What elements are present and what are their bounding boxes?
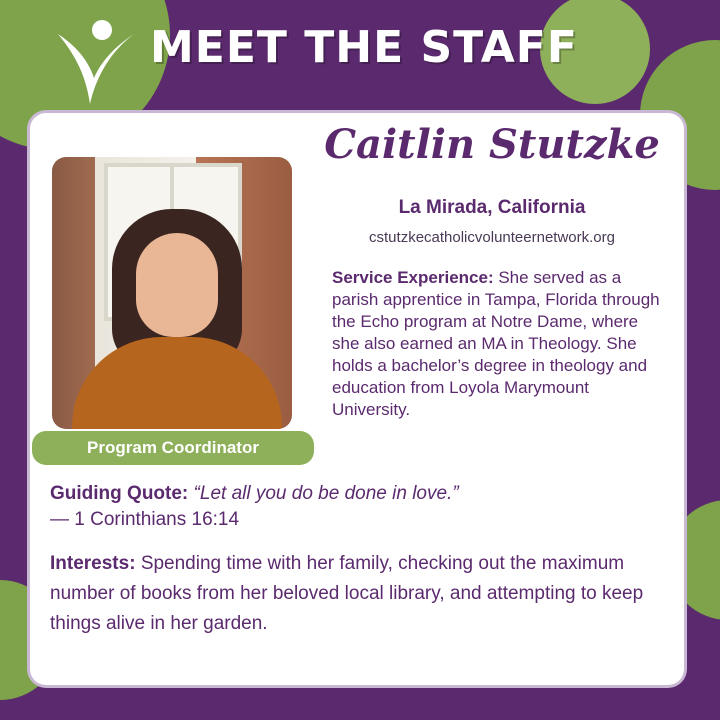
interests (50, 549, 670, 639)
staff-card (30, 113, 684, 685)
role-badge: Program Coordinator (32, 431, 314, 465)
quote-label: Guiding Quote: (50, 483, 189, 504)
guiding-quote (50, 481, 670, 533)
quote-text: “Let all you do be done in love.” (193, 483, 459, 504)
staff-photo (52, 157, 292, 429)
staff-location: La Mirada, California (398, 197, 586, 218)
service-text: She served as a parish apprentice in Tampa, Florida through the Echo program at Notre Dame, where she also earned an MA in Theology. She holds a bachelor’s degree in theology and education from Loyola Marymount University. (332, 268, 660, 419)
staff-name: Caitlin Stutzke (324, 121, 660, 168)
service-experience (332, 267, 667, 421)
service-label: Service Experience: (332, 268, 494, 287)
quote-citation: — 1 Corinthians 16:14 (50, 509, 240, 530)
interests-label: Interests: (50, 553, 136, 574)
volunteer-figure-icon (56, 16, 136, 106)
staff-url[interactable]: cstutzkecatholicvolunteernetwork.org (369, 229, 615, 246)
interests-text: Spending time with her family, checking out the maximum number of books from her beloved local library, and attempting to keep things alive in her garden. (50, 553, 644, 634)
page-title: MEET THE STAFF (150, 22, 578, 73)
